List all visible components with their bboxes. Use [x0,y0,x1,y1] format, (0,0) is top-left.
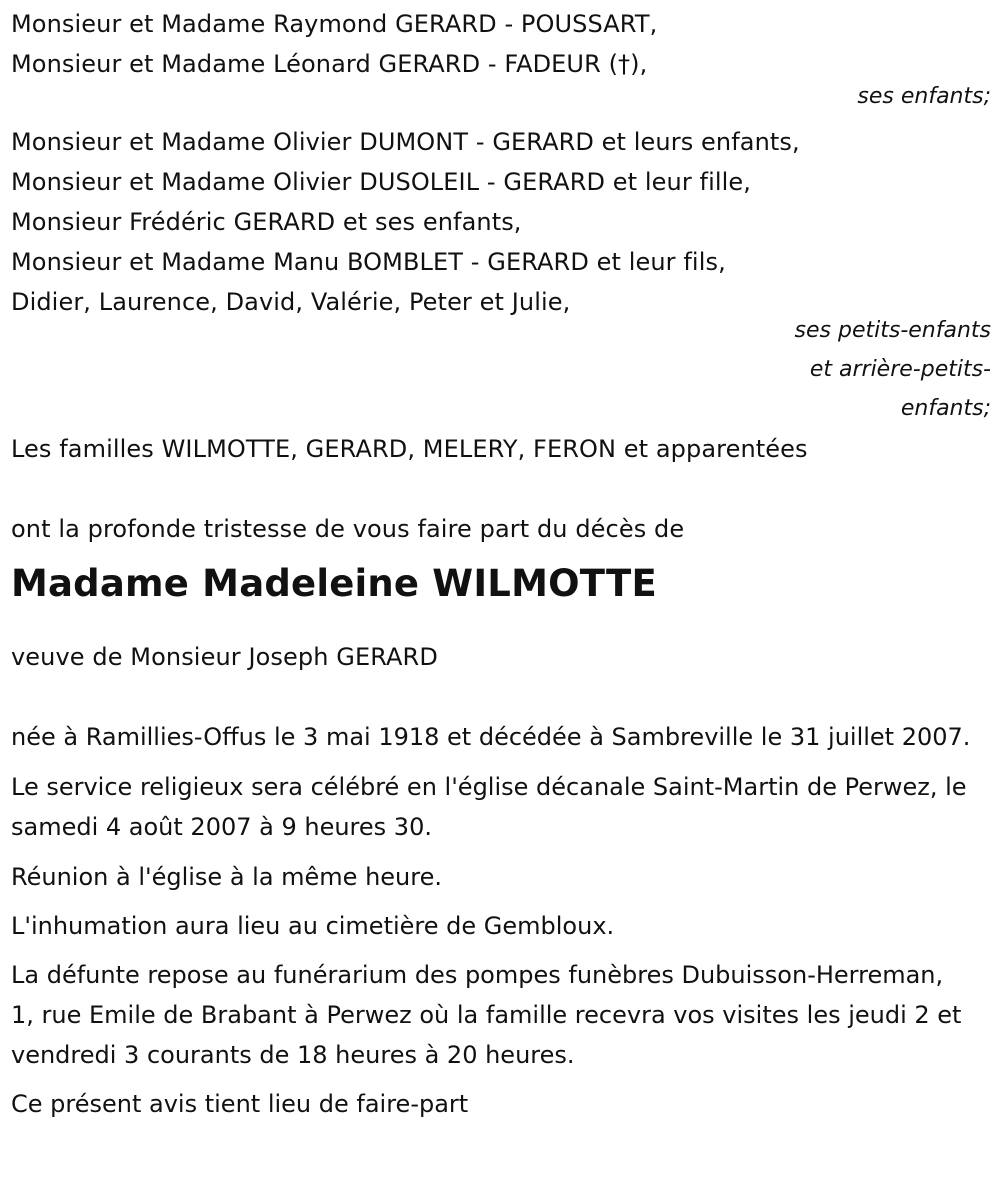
birth-death-paragraph: née à Ramillies-Offus le 3 mai 1918 et décédée à Sambreville le 31 juillet 2007. [11,723,971,751]
grandchildren-caption-line: et arrière-petits- [809,357,991,382]
family-line: Didier, Laurence, David, Valérie, Peter et Julie, [11,288,571,316]
family-line: Monsieur et Madame Manu BOMBLET - GERARD et leur fils, [11,248,726,276]
announcement: ont la profonde tristesse de vous faire part du décès de [11,515,685,543]
widow-of: veuve de Monsieur Joseph GERARD [11,643,438,671]
obituary-notice [11,4,991,1134]
spacer [11,469,991,509]
closing-paragraph: Ce présent avis tient lieu de faire-part [11,1090,469,1118]
service-paragraph: Le service religieux sera célébré en l'église décanale Saint-Martin de Perwez, le samedi 4 août 2007 à 9 heures 30. [11,773,967,841]
burial-paragraph: L'inhumation aura lieu au cimetière de Gembloux. [11,912,615,940]
family-line: Monsieur et Madame Raymond GERARD - POUSSART, [11,10,658,38]
funerarium-paragraph: La défunte repose au funérarium des pompes funèbres Dubuisson-Herreman, 1, rue Emile de Brabant à Perwez où la famille recevra vos visites les jeudi 2 et vendredi 3 courants de 18 heures à 20 heures. [11,961,962,1069]
family-line: Monsieur et Madame Olivier DUSOLEIL - GERARD et leur fille, [11,168,751,196]
spacer [11,110,991,122]
family-line: Monsieur et Madame Olivier DUMONT - GERARD et leurs enfants, [11,128,800,156]
grandchildren-caption-line: enfants; [900,396,991,421]
family-line: Monsieur et Madame Léonard GERARD - FADEUR (†), [11,50,648,78]
spacer [11,677,991,717]
families-line: Les familles WILMOTTE, GERARD, MELERY, FERON et apparentées [11,435,808,463]
meeting-paragraph: Réunion à l'église à la même heure. [11,863,442,891]
deceased-name: Madame Madeleine WILMOTTE [11,562,657,605]
grandchildren-caption-line: ses petits-enfants [794,318,991,343]
family-line: Monsieur Frédéric GERARD et ses enfants, [11,208,522,236]
children-caption: ses enfants; [857,84,991,109]
